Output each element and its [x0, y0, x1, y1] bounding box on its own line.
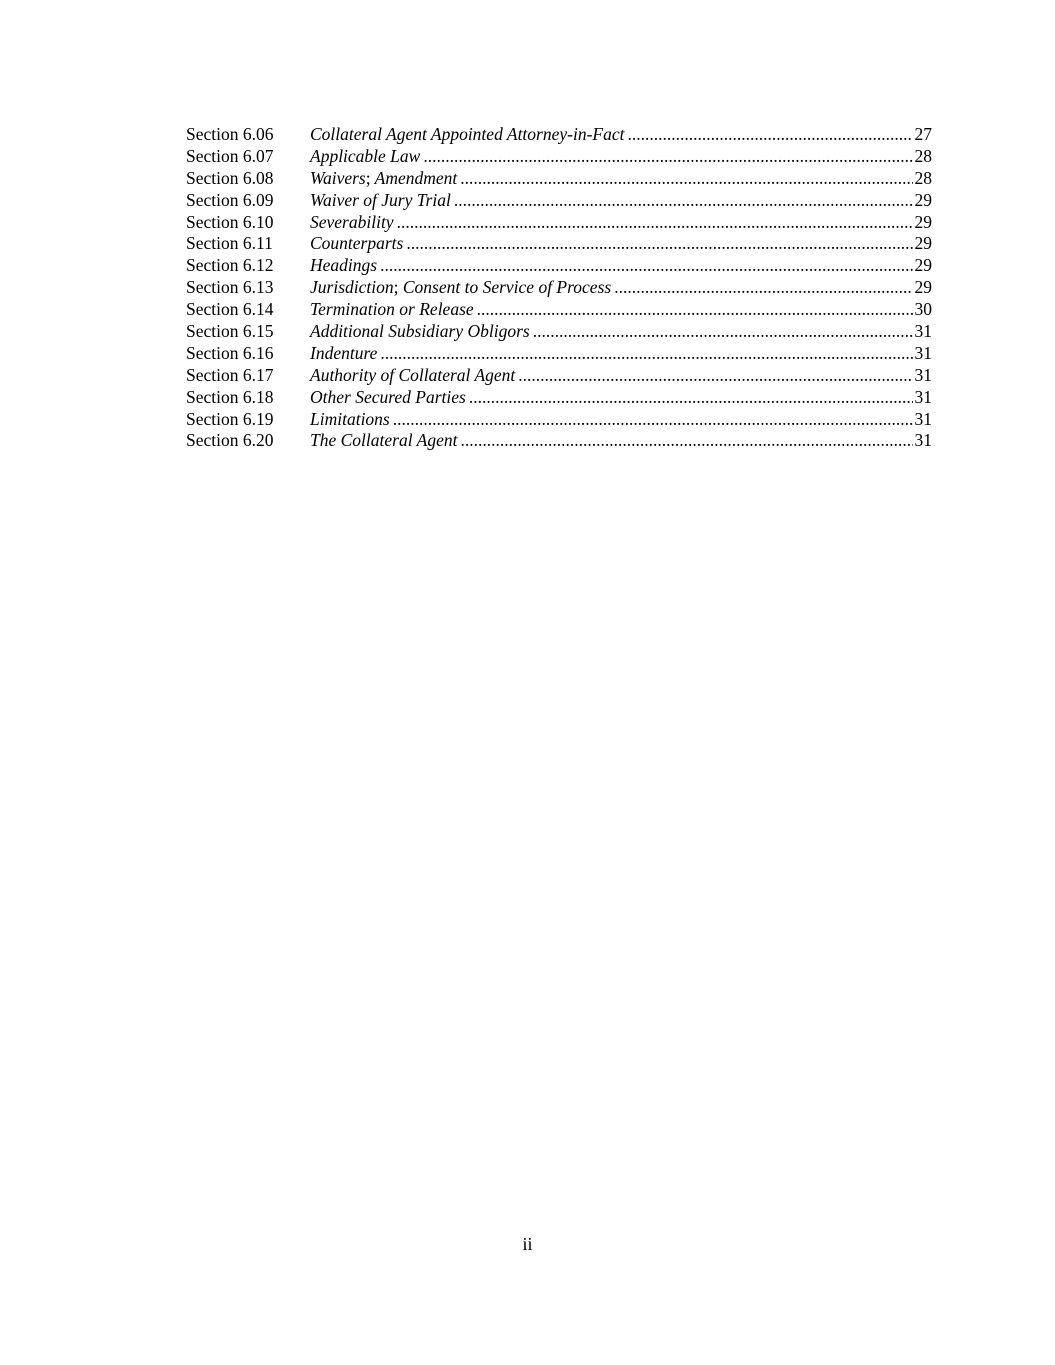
section-title	[310, 168, 457, 190]
page-reference: 30	[914, 299, 932, 320]
toc-entry-6-07[interactable]	[186, 146, 932, 168]
section-title-part-b: Amendment	[370, 167, 458, 188]
section-number: Section 6.07	[186, 145, 274, 166]
section-number: Section 6.11	[186, 233, 273, 254]
toc-entry-6-13[interactable]	[186, 277, 932, 299]
toc-entry-6-20[interactable]	[186, 430, 932, 452]
dot-leader	[393, 409, 913, 431]
dot-leader	[460, 430, 912, 452]
page-reference: 29	[914, 277, 932, 298]
page-reference: 29	[914, 255, 932, 276]
section-number: Section 6.20	[186, 430, 274, 451]
section-title: Headings	[310, 255, 378, 276]
dot-leader	[477, 299, 913, 321]
section-title: Indenture	[310, 342, 378, 363]
dot-leader	[533, 321, 913, 343]
page-reference: 31	[914, 364, 932, 385]
toc-entry-6-08[interactable]	[186, 168, 932, 190]
section-title-separator: ;	[393, 277, 399, 298]
section-number: Section 6.12	[186, 255, 274, 276]
dot-leader	[469, 387, 913, 409]
section-number: Section 6.10	[186, 211, 274, 232]
section-number: Section 6.06	[186, 124, 274, 144]
dot-leader	[454, 190, 913, 212]
section-number: Section 6.09	[186, 189, 274, 210]
toc-entry-6-15[interactable]	[186, 321, 932, 343]
dot-leader	[380, 343, 912, 365]
toc-entry-6-06[interactable]	[186, 124, 932, 146]
table-of-contents	[186, 124, 932, 452]
toc-entry-6-14[interactable]	[186, 299, 932, 321]
section-title: Severability	[310, 211, 394, 232]
section-number: Section 6.15	[186, 321, 274, 342]
dot-leader	[460, 168, 912, 190]
page-reference: 31	[914, 342, 932, 363]
page-reference: 28	[914, 145, 932, 166]
page-reference: 28	[914, 167, 932, 188]
section-title: Termination or Release	[310, 299, 474, 320]
toc-entry-6-10[interactable]	[186, 212, 932, 234]
toc-entry-6-17[interactable]	[186, 365, 932, 387]
section-number: Section 6.19	[186, 408, 274, 429]
dot-leader	[380, 255, 912, 277]
toc-entry-6-19[interactable]	[186, 409, 932, 431]
section-title: Applicable Law	[310, 145, 421, 166]
toc-entry-6-12[interactable]	[186, 255, 932, 277]
section-title: The Collateral Agent	[310, 430, 458, 451]
page-reference: 31	[914, 386, 932, 407]
section-title-part-a: Waivers	[310, 167, 366, 188]
section-title: Other Secured Parties	[310, 386, 466, 407]
section-title: Counterparts	[310, 233, 404, 254]
dot-leader	[627, 124, 912, 146]
section-title: Authority of Collateral Agent	[310, 364, 516, 385]
section-number: Section 6.17	[186, 364, 274, 385]
toc-entry-6-16[interactable]	[186, 343, 932, 365]
section-number: Section 6.13	[186, 277, 274, 298]
page-reference: 29	[914, 211, 932, 232]
section-title: Collateral Agent Appointed Attorney-in-Fact	[310, 124, 625, 144]
section-number: Section 6.18	[186, 386, 274, 407]
page-reference: 31	[914, 321, 932, 342]
page-reference: 29	[914, 189, 932, 210]
section-title-part-b: Consent to Service of Process	[398, 277, 612, 298]
page-reference: 27	[914, 124, 932, 144]
section-number: Section 6.16	[186, 342, 274, 363]
section-number: Section 6.14	[186, 299, 274, 320]
section-title	[310, 277, 611, 299]
toc-entry-6-09[interactable]	[186, 190, 932, 212]
page-number: ii	[522, 1234, 533, 1254]
toc-entry-6-11[interactable]	[186, 233, 932, 255]
dot-leader	[406, 233, 912, 255]
section-title: Waiver of Jury Trial	[310, 189, 451, 210]
page-reference: 31	[914, 430, 932, 451]
section-title-part-a: Jurisdiction	[310, 277, 394, 298]
page-reference: 31	[914, 408, 932, 429]
section-title: Additional Subsidiary Obligors	[310, 321, 530, 342]
section-title: Limitations	[310, 408, 390, 429]
section-title-separator: ;	[365, 167, 371, 188]
dot-leader	[518, 365, 912, 387]
dot-leader	[614, 277, 912, 299]
page-reference: 29	[914, 233, 932, 254]
dot-leader	[423, 146, 912, 168]
section-number: Section 6.08	[186, 167, 274, 188]
toc-entry-6-18[interactable]	[186, 387, 932, 409]
dot-leader	[397, 212, 913, 234]
